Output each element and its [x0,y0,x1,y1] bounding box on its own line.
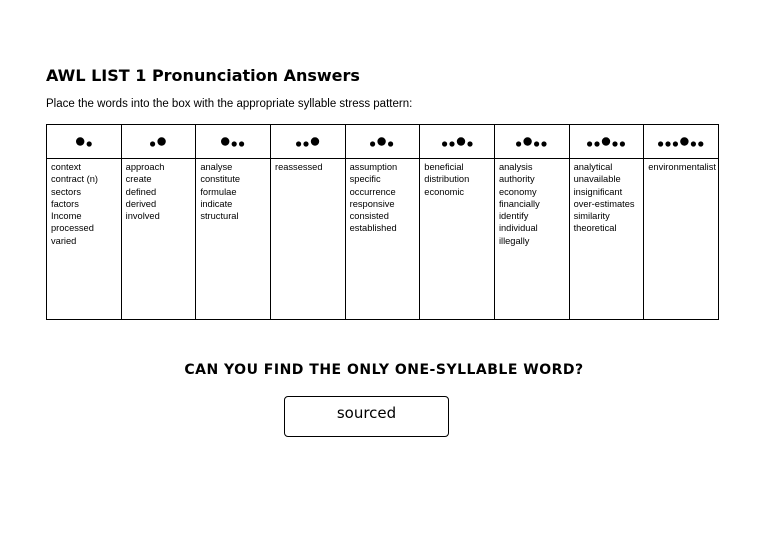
word-item: responsive [349,198,395,209]
word-item: derived [125,198,157,209]
stressed-syllable-dot [311,137,319,145]
unstressed-syllable-dot [86,141,91,146]
stressed-syllable-dot [680,137,688,145]
unstressed-syllable-dot [691,141,696,146]
stress-pattern-table [46,124,719,320]
unstressed-syllable-dot [388,141,393,146]
word-list-cell [196,159,271,320]
word-item: factors [51,198,79,209]
unstressed-syllable-dot [239,141,244,146]
unstressed-syllable-dot [595,141,600,146]
answer-box: sourced [284,396,449,437]
instruction-text: Place the words into the box with the appropriate syllable stress pattern: [46,98,413,110]
unstressed-syllable-dot [296,141,301,146]
word-item: authority [498,174,535,185]
word-item: individual [498,223,538,234]
stress-pattern-cell [270,125,345,159]
stress-pattern-icon [149,135,167,149]
word-item: processed [51,223,94,234]
stressed-syllable-dot [456,137,464,145]
unstressed-syllable-dot [150,141,155,146]
word-item: unavailable [573,174,621,185]
word-list-cell [121,159,196,320]
word-list [420,159,494,198]
word-item: sectors [51,186,81,197]
word-list [346,159,420,235]
unstressed-syllable-dot [620,141,625,146]
word-item: approach [125,162,165,172]
word-list [271,159,345,173]
word-item: financially [498,198,540,209]
word-item: indicate [200,198,233,209]
stress-pattern-cell [47,125,122,159]
word-list [495,159,569,247]
word-item: varied [51,235,77,246]
word-list-cell [420,159,495,320]
stress-pattern-cell [569,125,644,159]
unstressed-syllable-dot [658,141,663,146]
word-item: create [125,174,152,185]
word-item: Income [51,211,82,222]
table-header-row [47,125,719,159]
word-item: consisted [349,211,389,222]
unstressed-syllable-dot [449,141,454,146]
word-item: analyse [200,162,233,172]
word-list [196,159,270,222]
word-list-cell [644,159,719,320]
word-item: theoretical [573,223,617,234]
stress-pattern-icon [657,135,705,149]
word-item: over-estimates [573,198,635,209]
stressed-syllable-dot [602,137,610,145]
unstressed-syllable-dot [673,141,678,146]
word-list-cell [270,159,345,320]
word-item: analysis [498,162,533,172]
word-item: established [349,223,397,234]
unstressed-syllable-dot [442,141,447,146]
stress-pattern-icon [295,135,321,149]
word-item: assumption [349,162,398,172]
stress-pattern-cell [494,125,569,159]
stress-pattern-icon [515,135,548,149]
unstressed-syllable-dot [613,141,618,146]
unstressed-syllable-dot [587,141,592,146]
word-item: context [51,162,81,172]
unstressed-syllable-dot [542,141,547,146]
unstressed-syllable-dot [666,141,671,146]
word-item: environmentalist [648,162,716,172]
word-item: involved [125,211,160,222]
word-item: insignificant [573,186,623,197]
stress-pattern-icon [75,135,93,149]
stressed-syllable-dot [158,137,166,145]
unstressed-syllable-dot [534,141,539,146]
word-item: contract (n) [51,174,99,185]
unstressed-syllable-dot [370,141,375,146]
word-item: constitute [200,174,241,185]
word-list [644,159,718,173]
page-title: AWL LIST 1 Pronunciation Answers [46,66,360,85]
stress-pattern-icon [441,135,474,149]
unstressed-syllable-dot [232,141,237,146]
word-item: occurrence [349,186,396,197]
word-item: defined [125,186,157,197]
stressed-syllable-dot [76,137,84,145]
word-item: analytical [573,162,613,172]
word-item: identify [498,211,529,222]
stress-pattern-cell [121,125,196,159]
word-list-cell [47,159,122,320]
question-heading: CAN YOU FIND THE ONLY ONE-SYLLABLE WORD? [184,362,584,378]
word-item: distribution [424,174,470,185]
stress-pattern-cell [196,125,271,159]
word-list-cell [569,159,644,320]
word-item: economy [498,186,537,197]
unstressed-syllable-dot [698,141,703,146]
table-body-row [47,159,719,320]
stress-pattern-icon [369,135,395,149]
word-item: structural [200,211,239,222]
word-list-cell [494,159,569,320]
word-item: economic [424,186,465,197]
word-item: specific [349,174,381,185]
word-item: similarity [573,211,610,222]
stress-pattern-icon [220,135,246,149]
stress-pattern-cell [345,125,420,159]
word-item: formulae [200,186,237,197]
word-list [122,159,196,222]
stress-pattern-cell [644,125,719,159]
word-list [570,159,644,235]
word-item: beneficial [424,162,464,172]
stressed-syllable-dot [524,137,532,145]
stress-pattern-icon [586,135,626,149]
stressed-syllable-dot [221,137,229,145]
word-item: illegally [498,235,530,246]
word-list-cell [345,159,420,320]
word-item: reassessed [274,162,323,172]
stressed-syllable-dot [378,137,386,145]
unstressed-syllable-dot [303,141,308,146]
unstressed-syllable-dot [516,141,521,146]
unstressed-syllable-dot [467,141,472,146]
word-list [47,159,121,247]
stress-pattern-cell [420,125,495,159]
